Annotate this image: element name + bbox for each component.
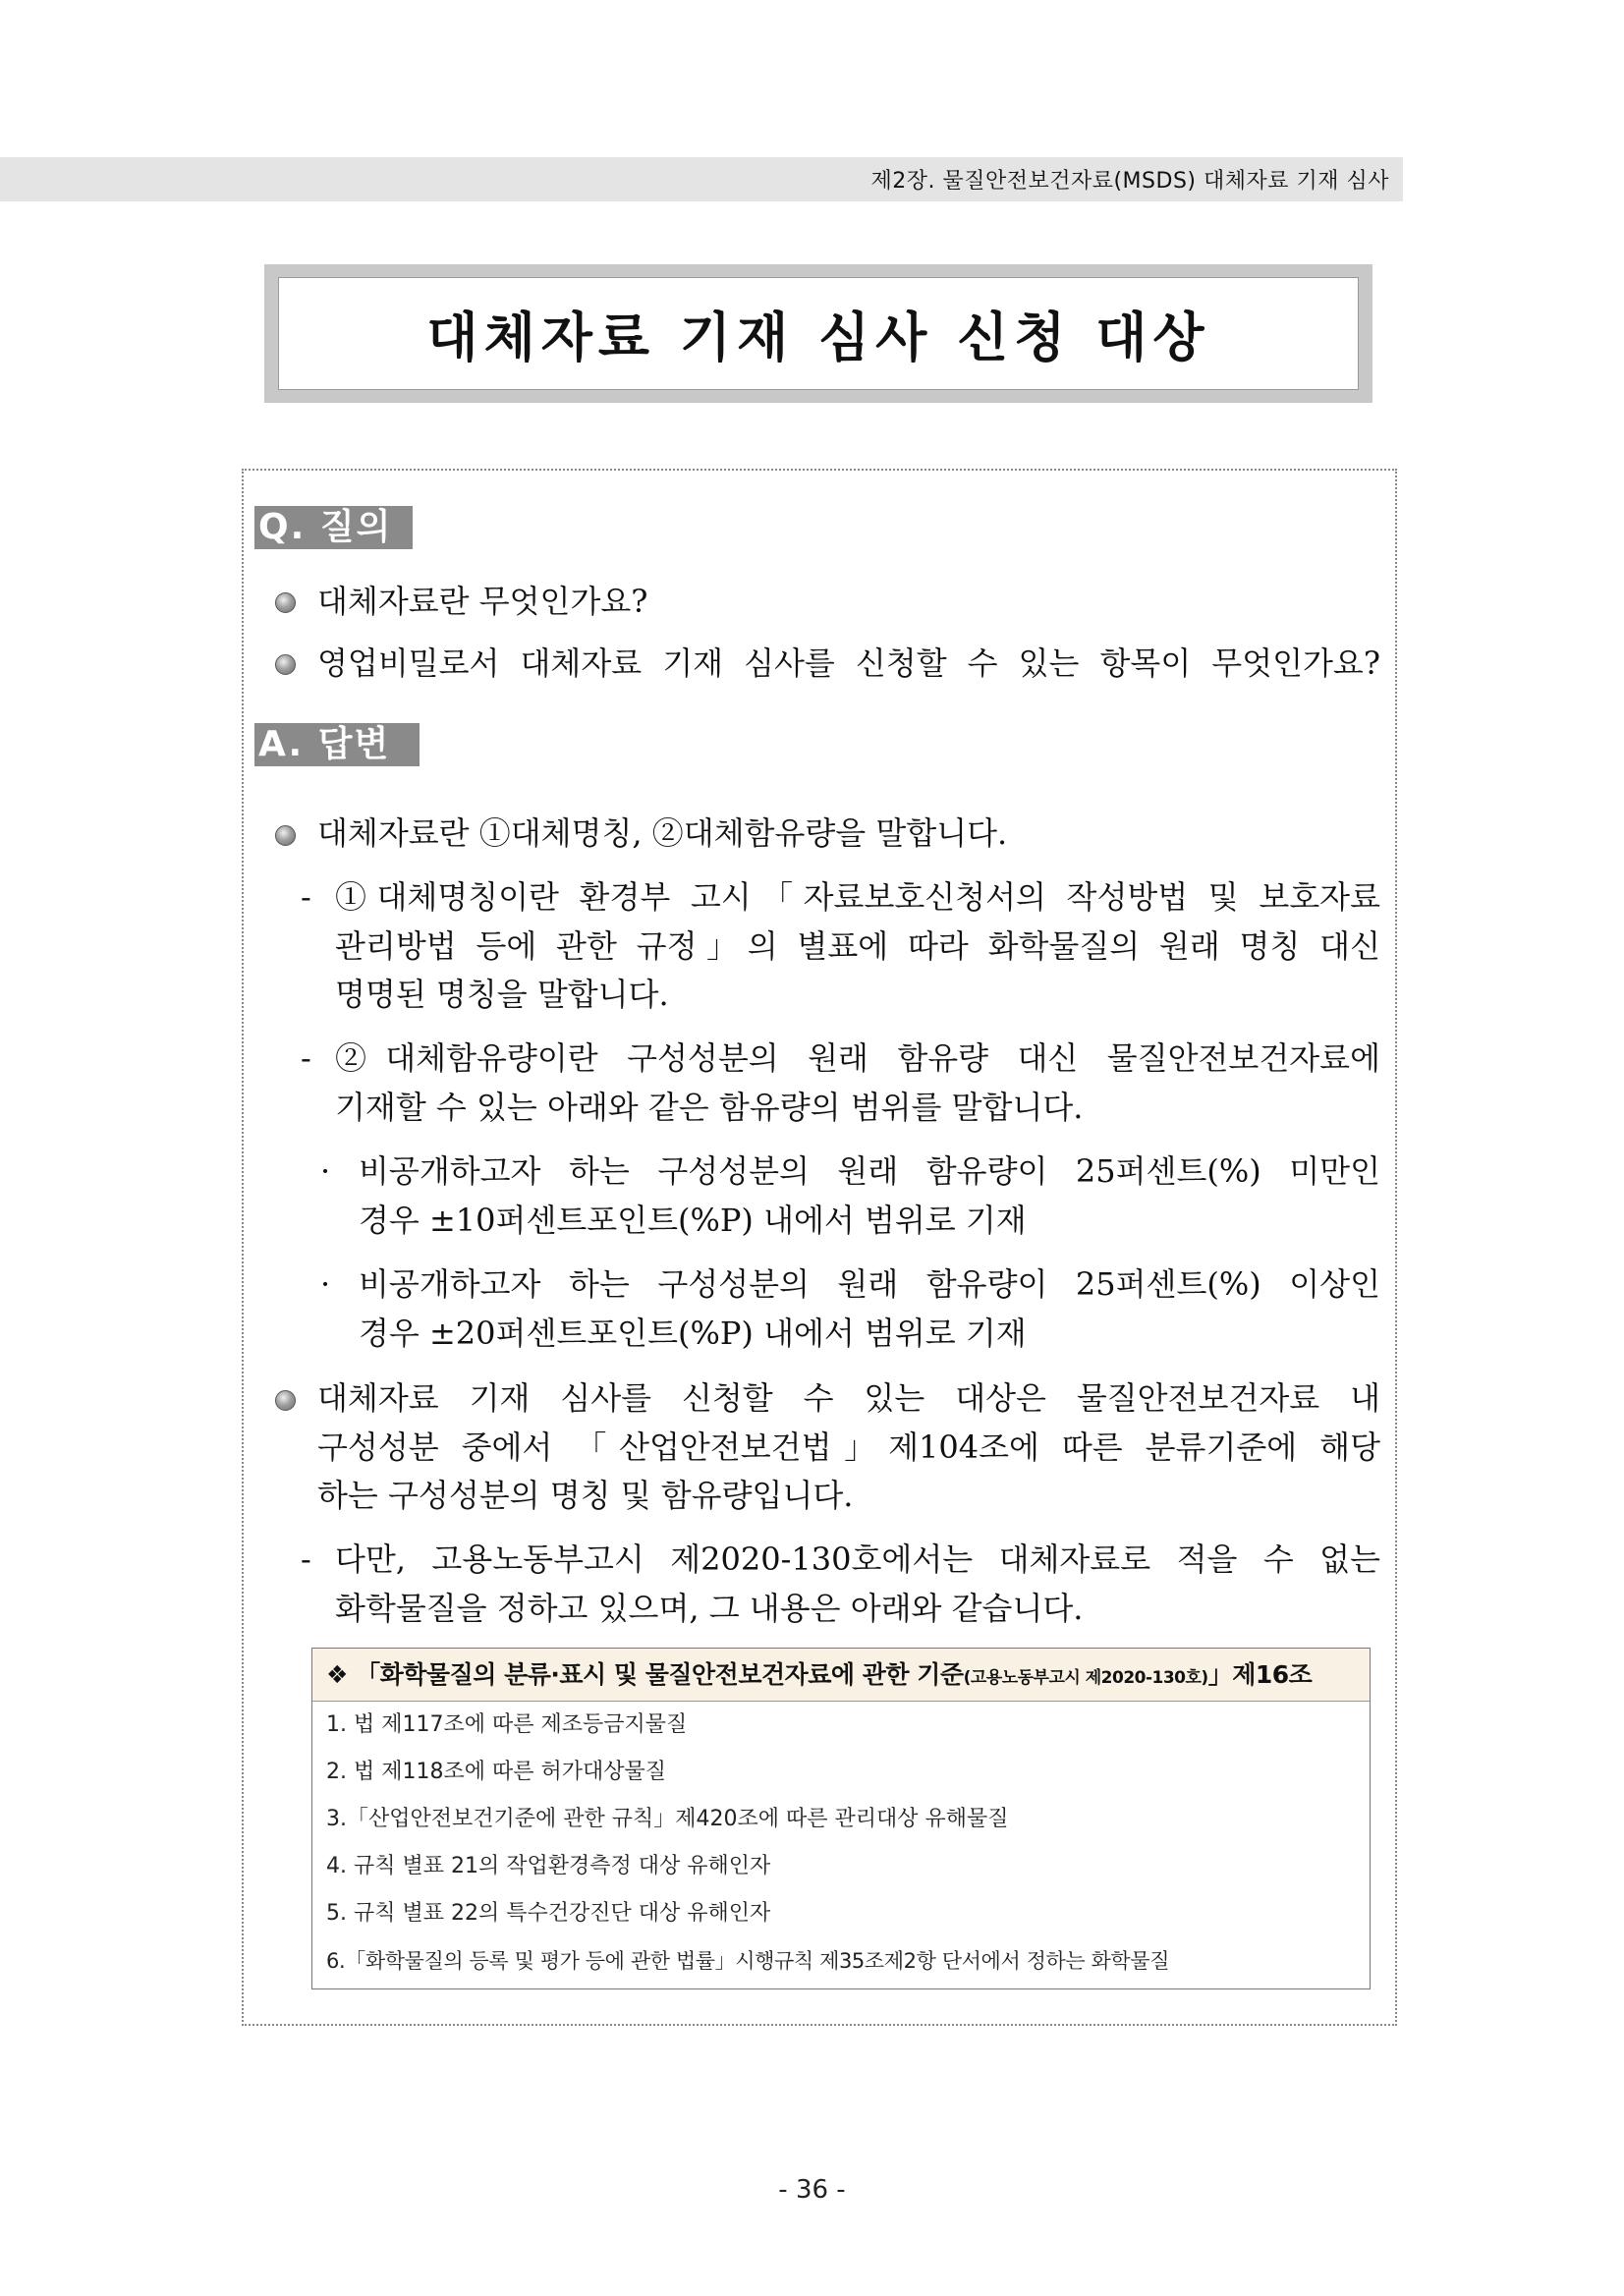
reference-heading-sub: (고용노동부고시 제2020-130호) — [963, 1668, 1208, 1688]
answer-dash-line: ①대체명칭이란 환경부 고시「자료보호신청서의 작성방법 및 보호자료 — [335, 878, 1380, 916]
answer-dash-line: 기재할 수 있는 아래와 같은 함유량의 범위를 말합니다. — [335, 1089, 1084, 1126]
answer-dash-line: 다만, 고용노동부고시 제2020-130호에서는 대체자료로 적을 수 없는 — [335, 1540, 1380, 1578]
page-number: - 36 - — [778, 2175, 846, 2205]
bullet-icon — [275, 1390, 296, 1411]
answer-label: A. 답변 — [254, 723, 420, 766]
reference-list-item: 2. 법 제118조에 따른 허가대상물질 — [326, 1760, 666, 1784]
bullet-icon — [275, 825, 296, 846]
reference-list-item: 5. 규칙 별표 22의 특수건강진단 대상 유해인자 — [326, 1901, 771, 1926]
dash-marker: - — [301, 878, 311, 916]
reference-heading-main: ❖ 「화학물질의 분류·표시 및 물질안전보건자료에 관한 기준 — [326, 1660, 964, 1689]
page-title-frame — [264, 264, 1372, 403]
dot-marker: · — [320, 1152, 331, 1190]
answer-dash-line: 화학물질을 정하고 있으며, 그 내용은 아래와 같습니다. — [335, 1590, 1084, 1627]
answer-dash-line: 명명된 명칭을 말합니다. — [335, 976, 669, 1013]
answer-dash-line: 관리방법 등에 관한 규정」의 별표에 따라 화학물질의 원래 명칭 대신 — [335, 927, 1380, 965]
reference-list-item: 6.「화학물질의 등록 및 평가 등에 관한 법률」시행규칙 제35조제2항 단서에서 정하는 화학물질 — [326, 1949, 1170, 1973]
answer-dot-line: 비공개하고자 하는 구성성분의 원래 함유량이 25퍼센트(%) 미만인 — [359, 1152, 1380, 1190]
page-title-box — [278, 277, 1359, 390]
answer-bullet-text: 대체자료란 ①대체명칭, ②대체함유량을 말합니다. — [317, 814, 1008, 852]
dash-marker: - — [301, 1039, 311, 1077]
answer-dot-line: 비공개하고자 하는 구성성분의 원래 함유량이 25퍼센트(%) 이상인 — [359, 1265, 1380, 1303]
answer-dot-line: 경우 ±10퍼센트포인트(%P) 내에서 범위로 기재 — [359, 1202, 1027, 1239]
answer-dash-line: ②대체함유량이란 구성성분의 원래 함유량 대신 물질안전보건자료에 — [335, 1039, 1380, 1077]
question-item: 대체자료란 무엇인가요? — [317, 583, 648, 620]
dot-marker: · — [320, 1265, 331, 1303]
answer-bullet-line: 하는 구성성분의 명칭 및 함유량입니다. — [317, 1477, 854, 1514]
dash-marker: - — [301, 1540, 311, 1578]
reference-heading-end: 」제16조 — [1207, 1660, 1313, 1689]
question-item: 영업비밀로서 대체자료 기재 심사를 신청할 수 있는 항목이 무엇인가요? — [317, 644, 1380, 682]
reference-list-item: 4. 규칙 별표 21의 작업환경측정 대상 유해인자 — [326, 1854, 771, 1878]
question-label: Q. 질의 — [254, 506, 413, 549]
reference-table-heading — [312, 1649, 1370, 1702]
bullet-icon — [275, 592, 296, 613]
page-title: 대체자료 기재 심사 신청 대상 — [426, 307, 1210, 368]
answer-dot-line: 경우 ±20퍼센트포인트(%P) 내에서 범위로 기재 — [359, 1315, 1027, 1352]
reference-list-item: 1. 법 제117조에 따른 제조등금지물질 — [326, 1712, 688, 1737]
bullet-icon — [275, 654, 296, 675]
reference-list-item: 3.「산업안전보건기준에 관한 규칙」제420조에 따른 관리대상 유해물질 — [326, 1807, 1009, 1831]
answer-bullet-line: 구성성분 중에서 「산업안전보건법」제104조에 따른 분류기준에 해당 — [317, 1428, 1380, 1466]
answer-bullet-line: 대체자료 기재 심사를 신청할 수 있는 대상은 물질안전보건자료 내 — [317, 1379, 1380, 1417]
reference-table — [311, 1648, 1371, 1989]
chapter-title: 제2장. 물질안전보건자료(MSDS) 대체자료 기재 심사 — [870, 169, 1389, 194]
chapter-header-bar — [0, 157, 1403, 201]
